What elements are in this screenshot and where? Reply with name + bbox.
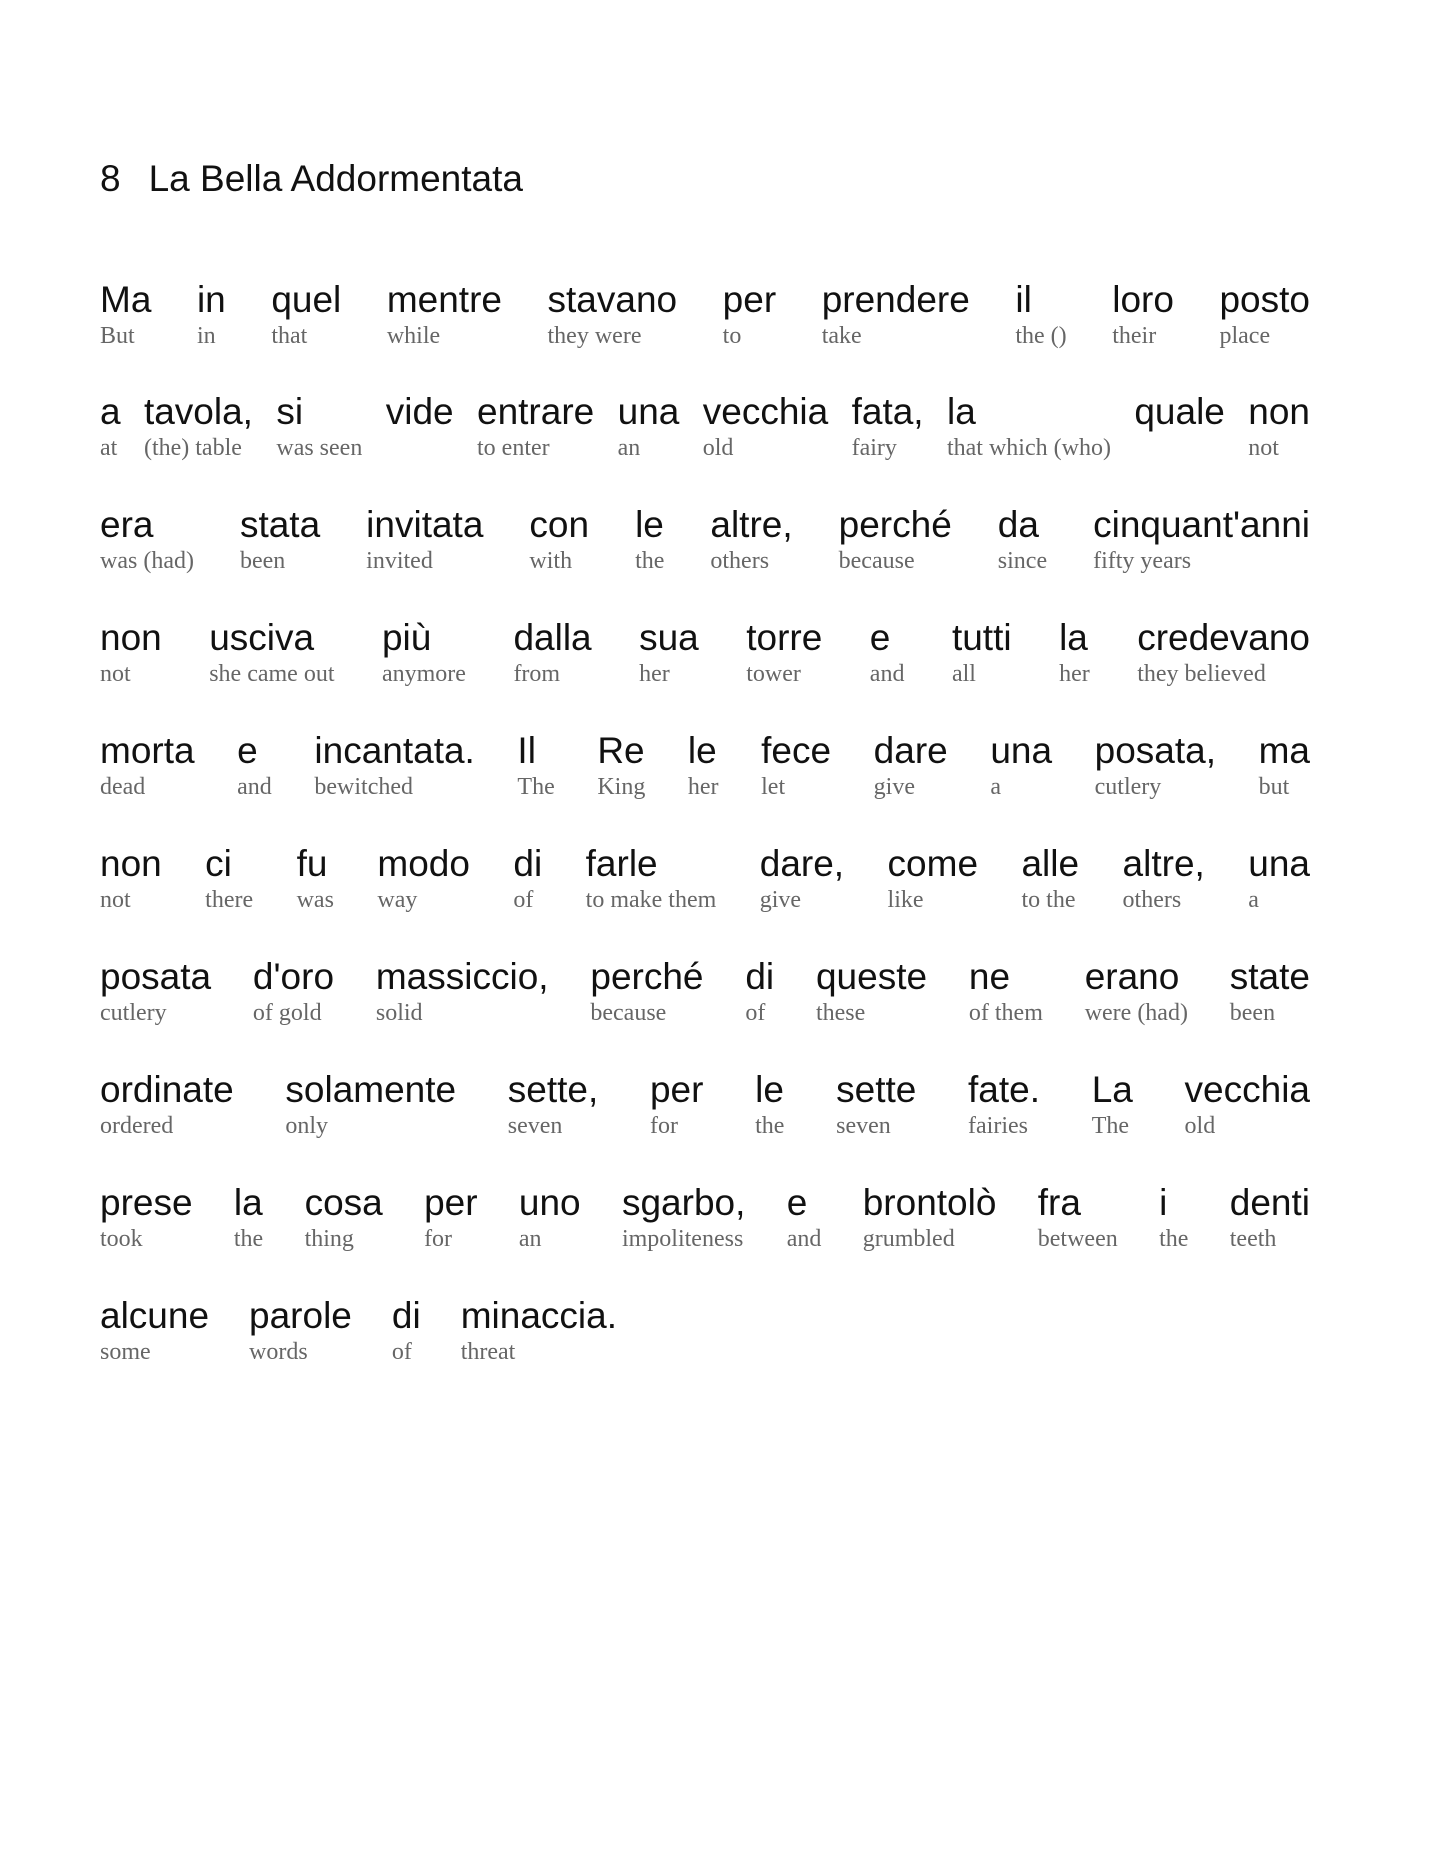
italian-word: erano	[1084, 956, 1180, 997]
word-pair	[590, 955, 703, 1028]
english-gloss: her	[687, 774, 719, 800]
english-gloss: to the	[1021, 887, 1076, 913]
italian-word: farle	[585, 843, 658, 884]
english-gloss: take	[821, 323, 862, 349]
italian-word: e	[237, 730, 258, 771]
word-pair	[836, 1068, 916, 1141]
italian-word: per	[424, 1182, 478, 1223]
english-gloss: old	[702, 435, 734, 461]
word-pair	[952, 616, 1012, 689]
english-gloss: solid	[375, 1000, 423, 1026]
italian-word: si	[276, 391, 304, 432]
english-gloss: give	[759, 887, 802, 913]
english-gloss: a	[1248, 887, 1259, 913]
text-line	[0, 390, 1445, 502]
english-gloss: while	[386, 323, 441, 349]
english-gloss: their	[1112, 323, 1157, 349]
italian-word: altre,	[710, 504, 793, 545]
word-pair	[234, 1181, 263, 1254]
italian-word: posto	[1219, 279, 1310, 320]
english-gloss: fifty years	[1093, 548, 1192, 574]
italian-word: posata	[100, 956, 212, 997]
italian-word: per	[649, 1069, 704, 1110]
italian-word: queste	[815, 956, 928, 997]
italian-word: fece	[761, 730, 832, 771]
word-pair	[519, 1181, 581, 1254]
english-gloss: her	[639, 661, 670, 687]
italian-word: non	[100, 617, 162, 658]
english-gloss: the	[233, 1226, 264, 1252]
english-gloss: invited	[366, 548, 433, 574]
italian-word: perché	[838, 504, 952, 545]
word-pair	[1092, 1068, 1133, 1141]
english-gloss: there	[205, 887, 254, 913]
italian-word: modo	[377, 843, 470, 884]
english-gloss: between	[1037, 1226, 1118, 1252]
italian-word: loro	[1112, 279, 1174, 320]
italian-word: perché	[590, 956, 704, 997]
english-gloss: been	[239, 548, 286, 574]
word-pair	[100, 1068, 234, 1141]
italian-word: e	[869, 617, 891, 658]
word-pair	[1159, 1181, 1188, 1254]
italian-word: da	[997, 504, 1039, 545]
english-gloss: old	[1184, 1113, 1216, 1139]
word-pair	[968, 1068, 1040, 1141]
italian-word: vecchia	[1184, 1069, 1310, 1110]
word-pair	[761, 729, 831, 802]
word-pair	[635, 503, 664, 576]
italian-word: Ma	[100, 279, 152, 320]
word-pair	[1059, 616, 1090, 689]
word-pair	[205, 842, 253, 915]
word-pair	[382, 616, 466, 689]
english-gloss: grumbled	[862, 1226, 955, 1252]
word-pair	[508, 1068, 599, 1141]
english-gloss: took	[100, 1226, 143, 1252]
italian-word: altre,	[1122, 843, 1205, 884]
english-gloss: dead	[100, 774, 146, 800]
english-gloss: that	[271, 323, 308, 349]
word-pair	[297, 842, 334, 915]
italian-word: Il	[517, 730, 536, 771]
italian-word: come	[887, 843, 979, 884]
word-pair	[1038, 1181, 1118, 1254]
italian-word: alcune	[100, 1295, 210, 1336]
word-pair	[100, 729, 195, 802]
english-gloss: (the) table	[143, 435, 242, 461]
word-pair	[1134, 390, 1225, 434]
word-pair	[1123, 842, 1205, 915]
italian-word: in	[196, 279, 226, 320]
word-pair	[100, 503, 194, 576]
word-pair	[424, 1181, 477, 1254]
english-gloss: way	[377, 887, 418, 913]
page-title: La Bella Addormentata	[148, 158, 523, 199]
italian-word: ci	[205, 843, 232, 884]
italian-word: uno	[518, 1182, 581, 1223]
english-gloss: not	[100, 661, 131, 687]
english-gloss: tower	[746, 661, 801, 687]
word-pair	[377, 842, 470, 915]
word-pair	[650, 1068, 703, 1141]
word-pair	[888, 842, 978, 915]
italian-word: Re	[597, 730, 645, 771]
page-number: 8	[100, 158, 121, 199]
italian-word: e	[786, 1182, 808, 1223]
italian-word: d'oro	[252, 956, 335, 997]
italian-word: la	[1059, 617, 1088, 658]
text-line	[0, 503, 1445, 615]
word-pair	[618, 390, 680, 463]
english-gloss: these	[815, 1000, 866, 1026]
word-pair	[237, 729, 272, 802]
word-pair	[863, 1181, 997, 1254]
english-gloss: impoliteness	[621, 1226, 744, 1252]
english-gloss: that which (who)	[946, 435, 1111, 461]
word-pair	[816, 955, 927, 1028]
italian-word: con	[529, 504, 590, 545]
word-pair	[314, 729, 474, 802]
english-gloss: give	[873, 774, 915, 800]
english-gloss: for	[649, 1113, 678, 1139]
word-pair	[787, 1181, 822, 1254]
text-line	[0, 616, 1445, 728]
english-gloss: to	[722, 323, 742, 349]
english-gloss: words	[249, 1339, 308, 1365]
italian-word: non	[100, 843, 162, 884]
word-pair	[100, 955, 211, 1028]
english-gloss: her	[1059, 661, 1090, 687]
english-gloss: others	[710, 548, 770, 574]
italian-word: le	[635, 504, 664, 545]
word-pair	[870, 616, 905, 689]
italian-word: era	[100, 504, 154, 545]
italian-word: fu	[296, 843, 328, 884]
italian-word: sua	[639, 617, 699, 658]
word-pair	[513, 616, 591, 689]
english-gloss: the	[635, 548, 665, 574]
english-gloss: anymore	[381, 661, 466, 687]
italian-word: tutti	[951, 617, 1012, 658]
english-gloss: But	[100, 323, 135, 349]
english-gloss: others	[1122, 887, 1182, 913]
italian-word: solamente	[285, 1069, 457, 1110]
italian-word: quale	[1134, 391, 1225, 432]
word-pair	[1248, 842, 1310, 915]
word-pair	[755, 1068, 784, 1141]
word-pair	[285, 1068, 456, 1141]
english-gloss: The	[517, 774, 555, 800]
english-gloss: fairy	[851, 435, 897, 461]
italian-word: più	[381, 617, 432, 658]
italian-word: le	[755, 1069, 784, 1110]
word-pair	[1093, 503, 1310, 576]
italian-word: di	[513, 843, 543, 884]
english-gloss: been	[1229, 1000, 1276, 1026]
word-pair	[100, 1294, 209, 1367]
italian-word: mentre	[386, 279, 502, 320]
english-gloss: bewitched	[314, 774, 414, 800]
word-pair	[723, 278, 776, 351]
italian-word: di	[745, 956, 775, 997]
english-gloss: an	[617, 435, 641, 461]
italian-word: la	[233, 1182, 263, 1223]
word-pair	[998, 503, 1047, 576]
word-pair	[990, 729, 1052, 802]
word-pair	[513, 842, 542, 915]
italian-word: dalla	[513, 617, 592, 658]
italian-word: entrare	[477, 391, 595, 432]
word-pair	[305, 1181, 383, 1254]
italian-word: ma	[1258, 730, 1310, 771]
word-pair	[746, 616, 822, 689]
word-pair	[387, 278, 502, 351]
word-pair	[253, 955, 334, 1028]
word-pair	[586, 842, 717, 915]
italian-word: una	[617, 391, 680, 432]
word-pair	[822, 278, 970, 351]
english-gloss: of them	[968, 1000, 1043, 1026]
text-line	[0, 1068, 1445, 1180]
word-pair	[710, 503, 792, 576]
italian-word: La	[1091, 1069, 1133, 1110]
word-pair	[366, 503, 483, 576]
italian-word: dare	[873, 730, 948, 771]
italian-word: sgarbo,	[621, 1182, 746, 1223]
english-gloss: they believed	[1137, 661, 1266, 687]
word-pair	[1085, 955, 1188, 1028]
english-gloss: and	[786, 1226, 822, 1252]
word-pair	[1230, 1181, 1310, 1254]
english-gloss: not	[100, 887, 131, 913]
italian-word: denti	[1229, 1182, 1310, 1223]
english-gloss: the ()	[1015, 323, 1067, 349]
word-pair	[622, 1181, 745, 1254]
italian-word: usciva	[209, 617, 315, 658]
italian-word: di	[391, 1295, 421, 1336]
italian-word: massiccio,	[375, 956, 549, 997]
italian-word: ordinate	[100, 1069, 234, 1110]
english-gloss: let	[761, 774, 786, 800]
english-gloss: in	[196, 323, 216, 349]
english-gloss: to make them	[585, 887, 717, 913]
italian-word: alle	[1021, 843, 1080, 884]
italian-word: vecchia	[702, 391, 829, 432]
word-pair	[597, 729, 645, 802]
english-gloss: was (had)	[100, 548, 194, 574]
english-gloss: at	[100, 435, 118, 461]
english-gloss: a	[990, 774, 1001, 800]
word-pair	[392, 1294, 421, 1367]
english-gloss: cutlery	[100, 1000, 167, 1026]
word-pair	[874, 729, 948, 802]
word-pair	[745, 955, 774, 1028]
italian-word: credevano	[1137, 617, 1310, 658]
italian-word: invitata	[366, 504, 484, 545]
word-pair	[1137, 616, 1310, 689]
english-gloss: seven	[836, 1113, 891, 1139]
word-pair	[688, 729, 719, 802]
word-pair	[1185, 1068, 1310, 1141]
italian-word: fata,	[851, 391, 924, 432]
english-gloss: to enter	[477, 435, 550, 461]
italian-word: posata,	[1094, 730, 1216, 771]
italian-word: una	[1248, 843, 1310, 884]
italian-word: i	[1159, 1182, 1168, 1223]
word-pair	[209, 616, 334, 689]
english-gloss: was seen	[276, 435, 363, 461]
italian-word: stata	[239, 504, 321, 545]
english-gloss: cutlery	[1094, 774, 1162, 800]
word-pair	[839, 503, 952, 576]
english-gloss: was	[296, 887, 334, 913]
word-pair	[461, 1294, 617, 1367]
english-gloss: some	[100, 1339, 151, 1365]
word-pair	[197, 278, 226, 351]
word-pair	[144, 390, 253, 463]
english-gloss: she came out	[209, 661, 335, 687]
english-gloss: not	[1248, 435, 1279, 461]
text-line	[0, 1294, 1445, 1406]
word-pair	[1219, 278, 1310, 351]
italian-word: parole	[249, 1295, 352, 1336]
english-gloss: but	[1258, 774, 1290, 800]
english-gloss: fairies	[968, 1113, 1028, 1139]
english-gloss: The	[1091, 1113, 1130, 1139]
english-gloss: like	[887, 887, 924, 913]
italian-word: prendere	[821, 279, 970, 320]
italian-word: non	[1248, 391, 1310, 432]
word-pair	[703, 390, 828, 463]
word-pair	[969, 955, 1043, 1028]
word-pair	[240, 503, 320, 576]
word-pair	[1230, 955, 1310, 1028]
word-pair	[1259, 729, 1310, 802]
text-line	[0, 955, 1445, 1067]
page-heading	[100, 158, 523, 200]
text-line	[0, 729, 1445, 841]
word-pair	[529, 503, 589, 576]
italian-word: una	[990, 730, 1053, 771]
english-gloss: for	[424, 1226, 453, 1252]
text-line	[0, 1181, 1445, 1293]
word-pair	[517, 729, 554, 802]
english-gloss: an	[518, 1226, 542, 1252]
english-gloss: from	[513, 661, 561, 687]
english-gloss: thing	[304, 1226, 354, 1252]
word-pair	[947, 390, 1111, 463]
english-gloss: of	[745, 1000, 766, 1026]
italian-word: a	[100, 391, 121, 432]
word-pair	[100, 390, 121, 463]
word-pair	[100, 1181, 193, 1254]
word-pair	[1248, 390, 1310, 463]
italian-word: torre	[746, 617, 823, 658]
italian-word: sette	[836, 1069, 917, 1110]
italian-word: ne	[968, 956, 1011, 997]
english-gloss: and	[237, 774, 272, 800]
english-gloss: King	[597, 774, 646, 800]
english-gloss: of	[513, 887, 534, 913]
word-pair	[100, 842, 162, 915]
english-gloss: seven	[507, 1113, 563, 1139]
italian-word: morta	[100, 730, 195, 771]
english-gloss: of	[391, 1339, 412, 1365]
english-gloss: they were	[547, 323, 642, 349]
italian-word: cosa	[304, 1182, 383, 1223]
italian-word: il	[1015, 279, 1032, 320]
italian-word: cinquant'anni	[1093, 504, 1310, 545]
word-pair	[100, 616, 162, 689]
word-pair	[271, 278, 341, 351]
italian-word: dare,	[759, 843, 845, 884]
italian-word: vide	[385, 391, 454, 432]
text-line	[0, 842, 1445, 954]
english-gloss: were (had)	[1084, 1000, 1188, 1026]
english-gloss: the	[1159, 1226, 1189, 1252]
italian-word: per	[722, 279, 777, 320]
word-pair	[1021, 842, 1079, 915]
english-gloss: because	[590, 1000, 667, 1026]
word-pair	[249, 1294, 352, 1367]
word-pair	[639, 616, 699, 689]
text-line	[0, 278, 1445, 390]
english-gloss: the	[755, 1113, 785, 1139]
word-pair	[760, 842, 844, 915]
word-pair	[477, 390, 594, 463]
word-pair	[386, 390, 454, 434]
word-pair	[1015, 278, 1066, 351]
english-gloss: because	[838, 548, 915, 574]
italian-word: quel	[271, 279, 342, 320]
english-gloss: only	[285, 1113, 329, 1139]
italian-word: minaccia.	[460, 1295, 617, 1336]
word-pair	[1112, 278, 1174, 351]
italian-word: tavola,	[143, 391, 253, 432]
italian-word: prese	[100, 1182, 193, 1223]
italian-word: incantata.	[314, 730, 475, 771]
word-pair	[548, 278, 678, 351]
english-gloss: place	[1219, 323, 1271, 349]
english-gloss: teeth	[1229, 1226, 1277, 1252]
english-gloss: of gold	[252, 1000, 322, 1026]
italian-word: fate.	[968, 1069, 1041, 1110]
italian-word: la	[946, 391, 976, 432]
english-gloss: with	[529, 548, 573, 574]
word-pair	[100, 278, 151, 351]
italian-word: le	[687, 730, 717, 771]
word-pair	[852, 390, 924, 463]
english-gloss: ordered	[100, 1113, 174, 1139]
english-gloss: threat	[460, 1339, 516, 1365]
italian-word: sette,	[507, 1069, 599, 1110]
word-pair	[376, 955, 549, 1028]
english-gloss: since	[997, 548, 1048, 574]
italian-word: fra	[1037, 1182, 1081, 1223]
italian-word: stavano	[547, 279, 678, 320]
english-gloss: and	[869, 661, 905, 687]
word-pair	[276, 390, 362, 463]
italian-word: brontolò	[862, 1182, 997, 1223]
english-gloss: all	[951, 661, 976, 687]
italian-word: state	[1229, 956, 1310, 997]
word-pair	[1095, 729, 1216, 802]
